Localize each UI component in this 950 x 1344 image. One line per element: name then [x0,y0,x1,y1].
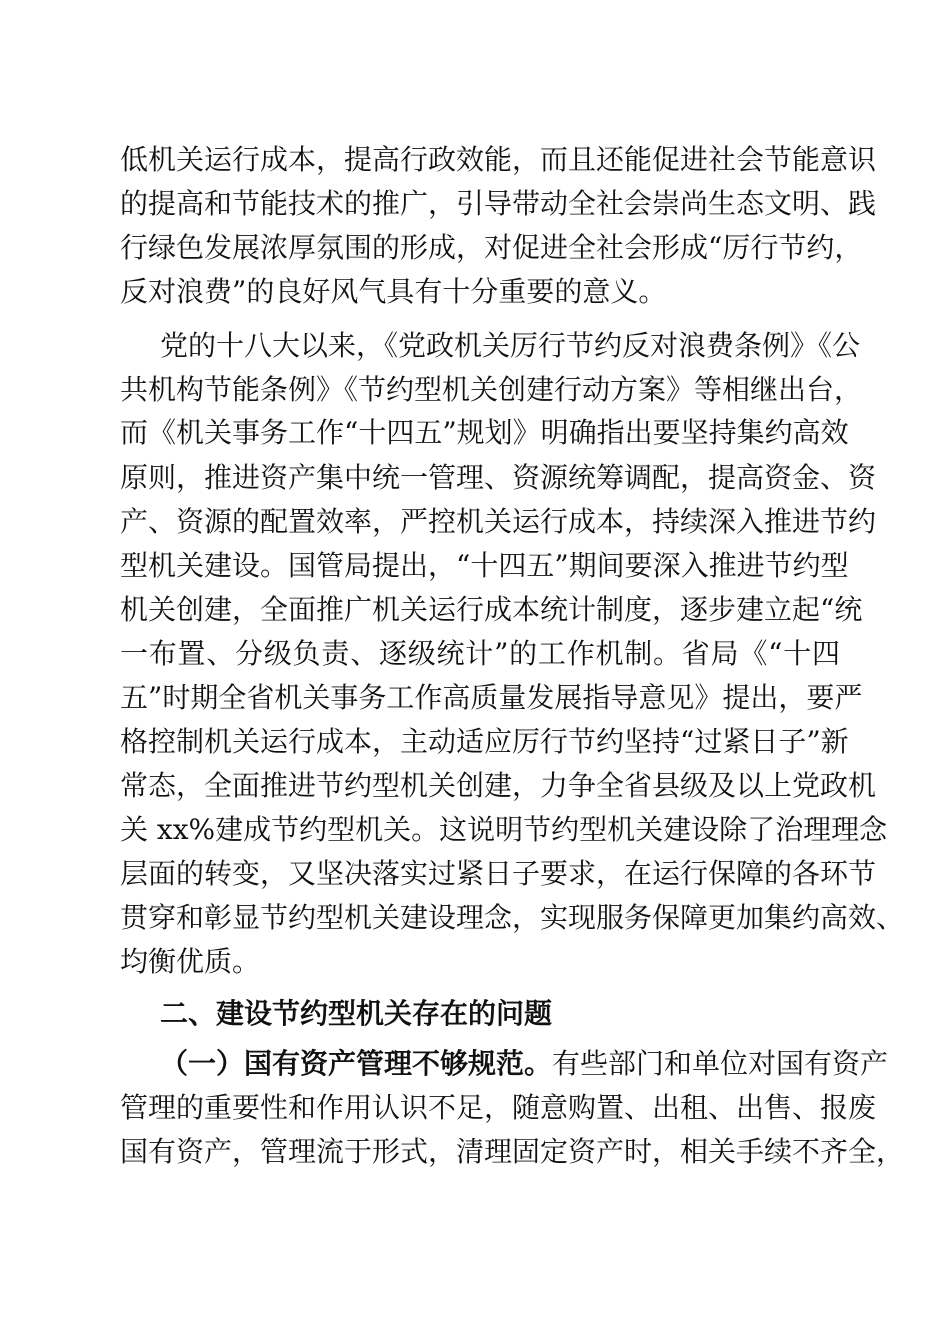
paragraph-line: 原则，推进资产集中统一管理、资源统筹调配，提高资金、资 [120,461,877,494]
paragraph-line: 管理的重要性和作用认识不足，随意购置、出租、出售、报废 [120,1091,877,1124]
subsection-text: 有些部门和单位对国有资产 [552,1047,889,1080]
paragraph-line: 低机关运行成本，提高行政效能，而且还能促进社会节能意识 [120,143,877,176]
paragraph-line: 国有资产，管理流于形式，清理固定资产时，相关手续不齐全， [120,1135,905,1168]
subsection-first-line [160,1044,889,1084]
paragraph-line: 反对浪费”的良好风气具有十分重要的意义。 [120,275,667,308]
paragraph-line: 五”时期全省机关事务工作高质量发展指导意见》提出，要严 [120,681,863,714]
paragraph-line: 党的十八大以来，《党政机关厉行节约反对浪费条例》《公 [160,329,861,362]
paragraph-line: 均衡优质。 [120,945,261,978]
paragraph-line: 共机构节能条例》《节约型机关创建行动方案》等相继出台， [120,373,863,406]
paragraph-line: 常态，全面推进节约型机关创建，力争全省县级及以上党政机 [120,769,877,802]
paragraph-line: 而《机关事务工作“十四五”规划》明确指出要坚持集约高效 [120,416,849,449]
paragraph-line: 格控制机关运行成本，主动适应厉行节约坚持“过紧日子”新 [120,725,849,758]
paragraph-line: 层面的转变，又坚决落实过紧日子要求，在运行保障的各环节 [120,857,877,890]
paragraph-line: 贯穿和彰显节约型机关建设理念，实现服务保障更加集约高效、 [120,901,905,934]
paragraph-line: 的提高和节能技术的推广，引导带动全社会崇尚生态文明、践 [120,187,877,220]
paragraph-line: 产、资源的配置效率，严控机关运行成本，持续深入推进节约 [120,505,877,538]
paragraph-line: 一布置、分级负责、逐级统计”的工作机制。省局《“十四 [120,637,840,670]
section-heading: 二、建设节约型机关存在的问题 [160,997,553,1030]
paragraph-line: 关 xx%建成节约型机关。这说明节约型机关建设除了治理理念 [120,813,888,846]
paragraph-line: 行绿色发展浓厚氛围的形成，对促进全社会形成“厉行节约， [120,231,863,264]
paragraph-line: 机关创建，全面推广机关运行成本统计制度，逐步建立起“统 [120,593,863,626]
paragraph-line: 型机关建设。国管局提出，“十四五”期间要深入推进节约型 [120,549,849,582]
subsection-label: （一）国有资产管理不够规范。 [160,1047,553,1080]
